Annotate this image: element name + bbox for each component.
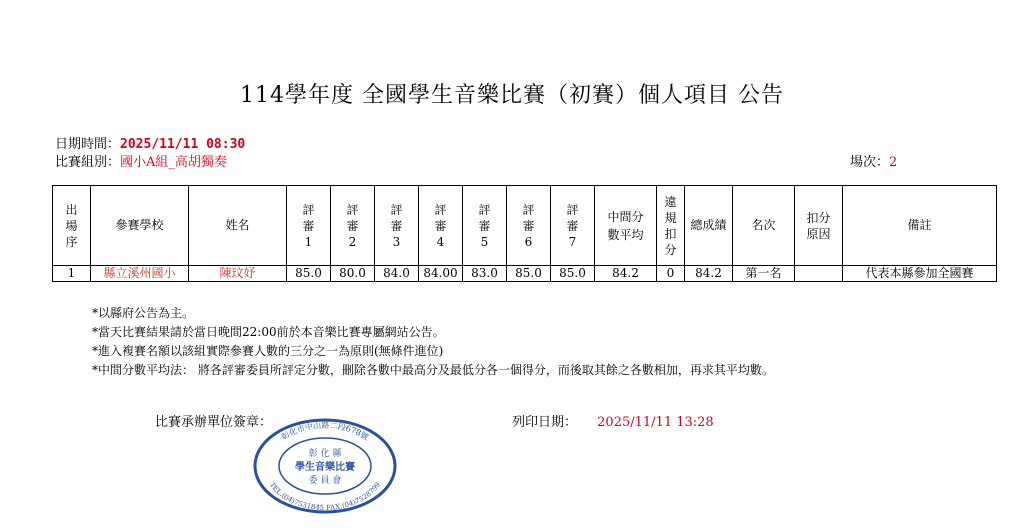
results-table bbox=[52, 185, 997, 282]
col-header-judge-6: 評審6 bbox=[507, 186, 551, 266]
note-item: *當天比賽結果請於當日晚間22:00前於本音樂比賽專屬網站公告。 bbox=[92, 325, 445, 339]
cell-school: 縣立溪州國小 bbox=[91, 266, 189, 282]
col-header-judge-3: 評審3 bbox=[375, 186, 419, 266]
cell-total-score: 84.2 bbox=[685, 266, 733, 282]
col-header-order: 出場序 bbox=[53, 186, 91, 266]
cell-judge-1: 85.0 bbox=[287, 266, 331, 282]
cell-violation-deduction: 0 bbox=[657, 266, 685, 282]
col-header-judge-2: 評審2 bbox=[331, 186, 375, 266]
col-header-remarks: 備註 bbox=[843, 186, 997, 266]
table-row bbox=[53, 266, 997, 282]
cell-judge-7: 85.0 bbox=[551, 266, 595, 282]
col-header-judge-5: 評審5 bbox=[463, 186, 507, 266]
cell-judge-5: 83.0 bbox=[463, 266, 507, 282]
print-date-label: 列印日期： bbox=[512, 415, 578, 430]
table-header-row bbox=[53, 186, 997, 266]
page-title: 114學年度 全國學生音樂比賽（初賽）個人項目 公告 bbox=[240, 83, 784, 108]
cell-rank: 第一名 bbox=[733, 266, 795, 282]
group-label: 比賽組別： bbox=[55, 155, 121, 170]
cell-judge-6: 85.0 bbox=[507, 266, 551, 282]
group-value: 國小A組_高胡獨奏 bbox=[120, 155, 227, 170]
seal-outer-top-text: 彰化市中山路二段678號 bbox=[279, 420, 371, 442]
note-item: *中間分數平均法： 將各評審委員所評定分數，刪除各數中最高分及最低分各一個得分，而後取其餘之各數相加，再求其平均數。 bbox=[92, 363, 774, 377]
note-item: *以縣府公告為主。 bbox=[92, 306, 195, 320]
cell-middle-average: 84.2 bbox=[595, 266, 657, 282]
group-row bbox=[55, 151, 227, 170]
seal-outer-bottom-text: TEL.(04)7531845 FAX.(04)7528799 bbox=[267, 480, 383, 513]
cell-judge-4: 84.00 bbox=[419, 266, 463, 282]
notes-list bbox=[92, 304, 774, 380]
date-time-value: 2025/11/11 08:30 bbox=[120, 137, 246, 152]
session-label: 場次： bbox=[850, 155, 890, 170]
seal-line-1: 彰 化 縣 bbox=[308, 449, 342, 459]
cell-deduction-reason bbox=[795, 266, 843, 282]
col-header-deduction-reason: 扣分原因 bbox=[795, 186, 843, 266]
cell-judge-2: 80.0 bbox=[331, 266, 375, 282]
cell-judge-3: 84.0 bbox=[375, 266, 419, 282]
cell-name: 陳玟妤 bbox=[189, 266, 287, 282]
print-date-row bbox=[512, 411, 714, 430]
session-value: 2 bbox=[889, 155, 898, 170]
col-header-judge-1: 評審1 bbox=[287, 186, 331, 266]
date-time-row bbox=[55, 133, 245, 152]
col-header-middle-average: 中間分數平均 bbox=[595, 186, 657, 266]
session-row bbox=[850, 151, 897, 170]
seal-line-3: 委 員 會 bbox=[308, 476, 342, 486]
col-header-judge-4: 評審4 bbox=[419, 186, 463, 266]
cell-order: 1 bbox=[53, 266, 91, 282]
col-header-rank: 名次 bbox=[733, 186, 795, 266]
col-header-total-score: 總成績 bbox=[685, 186, 733, 266]
col-header-judge-7: 評審7 bbox=[551, 186, 595, 266]
note-item: *進入複賽名額以該組實際參賽人數的三分之一為原則(無條件進位) bbox=[92, 344, 444, 358]
print-date-value: 2025/11/11 13:28 bbox=[597, 415, 714, 430]
col-header-school: 參賽學校 bbox=[91, 186, 189, 266]
seal-line-2: 學生音樂比賽 bbox=[295, 462, 355, 473]
official-seal-stamp bbox=[250, 416, 400, 516]
seal-label: 比賽承辦單位簽章： bbox=[155, 415, 273, 430]
col-header-violation-deduction: 違規扣分 bbox=[657, 186, 685, 266]
date-time-label: 日期時間： bbox=[55, 137, 121, 152]
col-header-name: 姓名 bbox=[189, 186, 287, 266]
cell-remarks: 代表本縣參加全國賽 bbox=[843, 266, 997, 282]
